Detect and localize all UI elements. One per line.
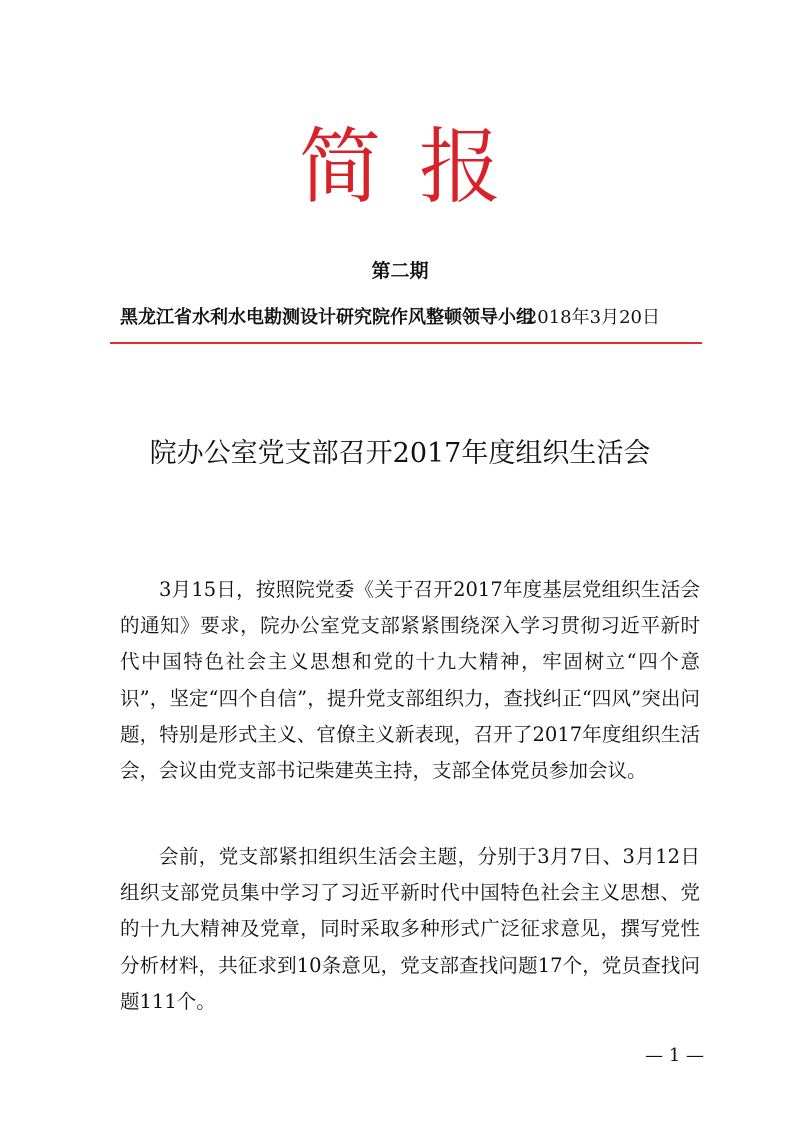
issuer-name: 黑龙江省水利水电勘测设计研究院作风整顿领导小组 (120, 307, 534, 328)
header-divider (110, 342, 702, 344)
issuer-line (120, 305, 700, 331)
article-title: 院办公室党支部召开2017年度组织生活会 (149, 438, 651, 469)
issue-number: 第二期 (371, 260, 429, 282)
issue-date: 2018年3月20日 (525, 307, 660, 328)
article-paragraph-2: 会前，党支部紧扣组织生活会主题，分别于3月7日、3月12日组织支部党员集中学习了习近平新时代中国特色社会主义思想、党的十九大精神及党章，同时采取多种形式广泛征求意见，撰写党性分析材料，共征求到10条意见，党支部查找问题17个，党员查找问题111个。 (120, 845, 700, 1013)
article-paragraph-1: 3月15日，按照院党委《关于召开2017年度基层党组织生活会的通知》要求，院办公室党支部紧紧围绕深入学习贯彻习近平新时代中国特色社会主义思想和党的十九大精神，牢固树立“四个意识”，坚定“四个自信”，提升党支部组织力，查找纠正“四风”突出问题，特别是形式主义、官僚主义新表现，召开了2017年度组织生活会，会议由党支部书记柴建英主持，支部全体党员参加会议。 (120, 578, 700, 783)
masthead-title: 简报 (298, 120, 539, 215)
page-number: — 1 — (645, 1045, 704, 1066)
